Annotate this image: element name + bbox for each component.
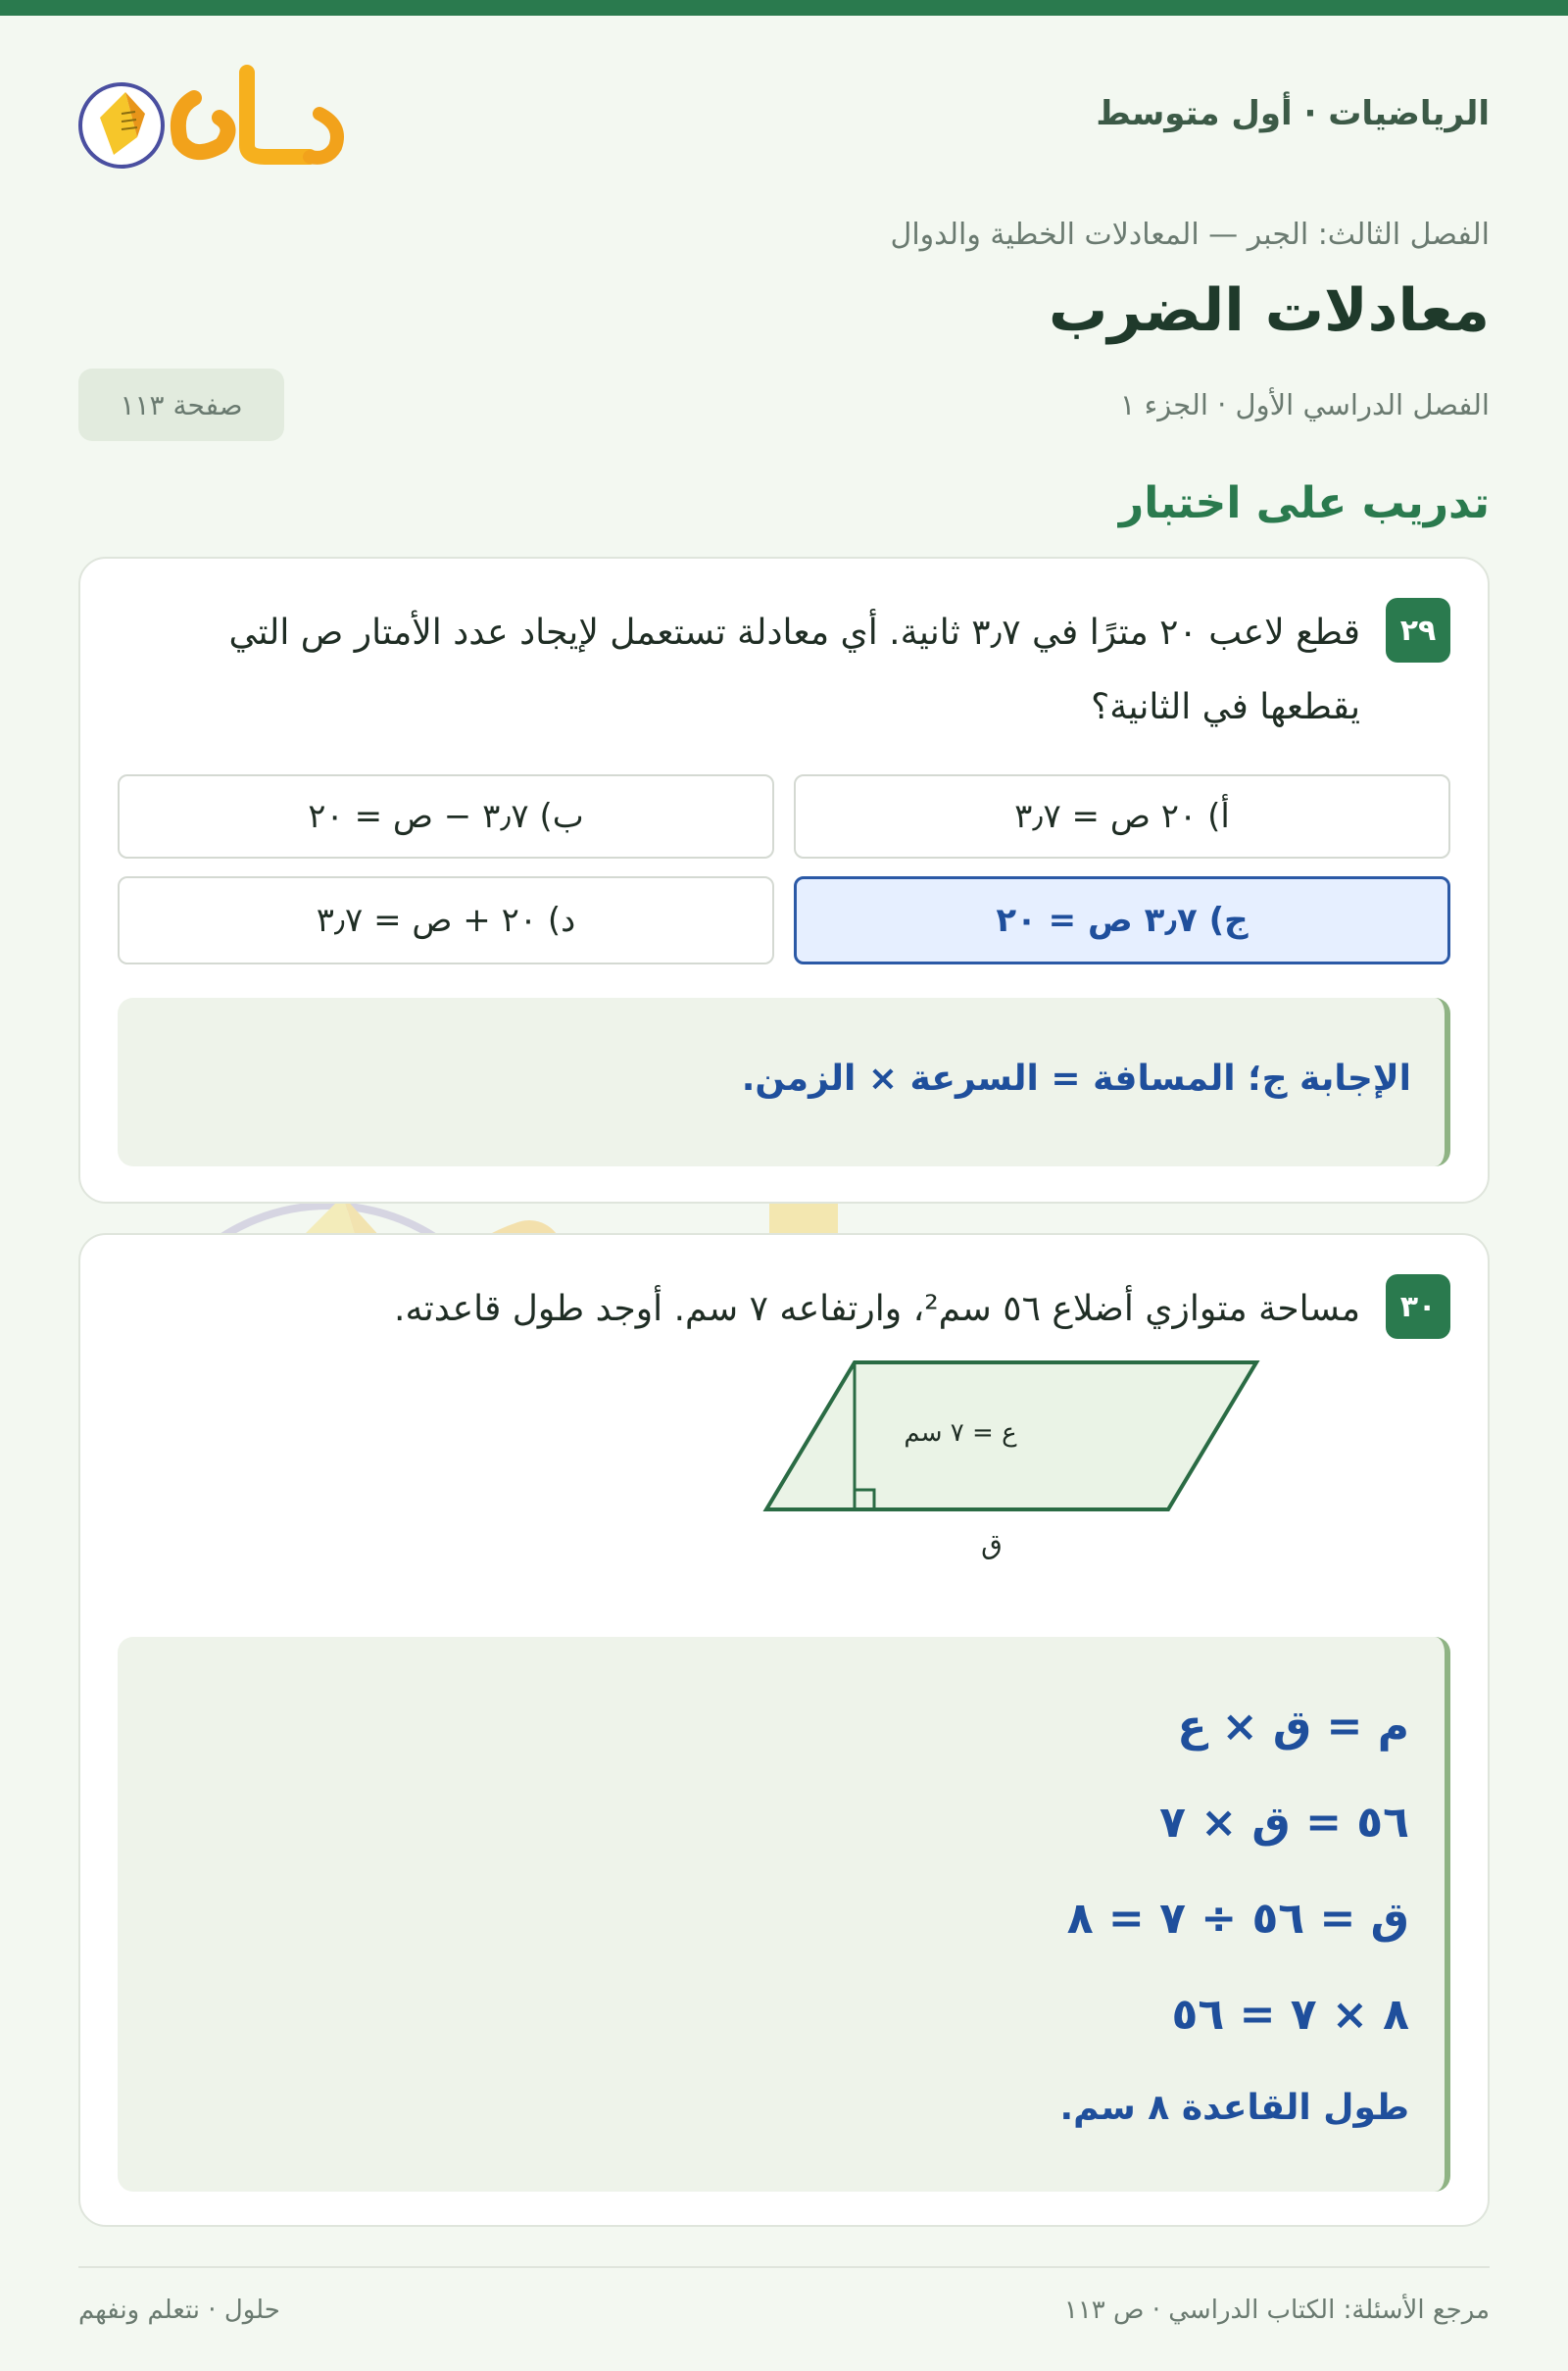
- footer-divider: [78, 2266, 1490, 2268]
- brand-name: حلول: [75, 59, 78, 60]
- solution-line-2: ٥٦ = ق × ٧: [1159, 1798, 1409, 1848]
- section-title: تدريب على اختبار: [1118, 478, 1490, 528]
- question-card-30: [78, 1233, 1490, 2227]
- term-label: الفصل الدراسي الأول · الجزء ١: [1119, 388, 1490, 421]
- brand-logo[interactable]: [75, 59, 353, 176]
- height-label: ع = ٧ سم: [904, 1418, 1017, 1448]
- question-text: قطع لاعب ٢٠ مترًا في ٣٫٧ ثانية. أي معادلة تستعمل لإيجاد عدد الأمتار ص التي يقطعها في الثانية؟: [228, 613, 1360, 727]
- option-d[interactable]: د) ٢٠ + ص = ٣٫٧: [118, 876, 774, 964]
- page-number-badge: صفحة ١١٣: [78, 369, 284, 441]
- solution-line-1: م = ق × ع: [1177, 1702, 1409, 1752]
- answer-text: الإجابة ج؛ المسافة = السرعة × الزمن.: [741, 1059, 1411, 1099]
- top-accent-bar: [0, 0, 1568, 16]
- answer-box: [118, 998, 1450, 1166]
- page-header: [75, 59, 1490, 176]
- lesson-title: معادلات الضرب: [1048, 276, 1490, 345]
- parallelogram-figure: [766, 1362, 1276, 1588]
- solution-line-3: ق = ٥٦ ÷ ٧ = ٨: [1066, 1894, 1409, 1944]
- chapter-title: الفصل الثالث: الجبر — المعادلات الخطية والدوال: [890, 218, 1490, 252]
- option-b[interactable]: ب) ٣٫٧ − ص = ٢٠: [118, 774, 774, 859]
- solution-line-4: ٨ × ٧ = ٥٦: [1171, 1990, 1409, 2040]
- option-c-selected[interactable]: ج) ٣٫٧ ص = ٢٠: [794, 876, 1450, 964]
- question-number: ٣٠: [1386, 1274, 1450, 1339]
- question-card-29: [78, 557, 1490, 1204]
- question-number: ٢٩: [1386, 598, 1450, 663]
- solution-box: [118, 1637, 1450, 2192]
- subject-label: الرياضيات · أول متوسط: [1096, 94, 1490, 133]
- footer-tagline: حلول · نتعلم ونفهم: [78, 2296, 280, 2325]
- footer-reference: مرجع الأسئلة: الكتاب الدراسي · ص ١١٣: [1063, 2296, 1490, 2325]
- solution-conclusion: طول القاعدة ٨ سم.: [1059, 2088, 1409, 2128]
- option-a[interactable]: أ) ٢٠ ص = ٣٫٧: [794, 774, 1450, 859]
- question-text: مساحة متوازي أضلاع ٥٦ سم²، وارتفاعه ٧ سم. أوجد طول قاعدته.: [394, 1289, 1360, 1329]
- base-label: ق: [981, 1528, 1003, 1560]
